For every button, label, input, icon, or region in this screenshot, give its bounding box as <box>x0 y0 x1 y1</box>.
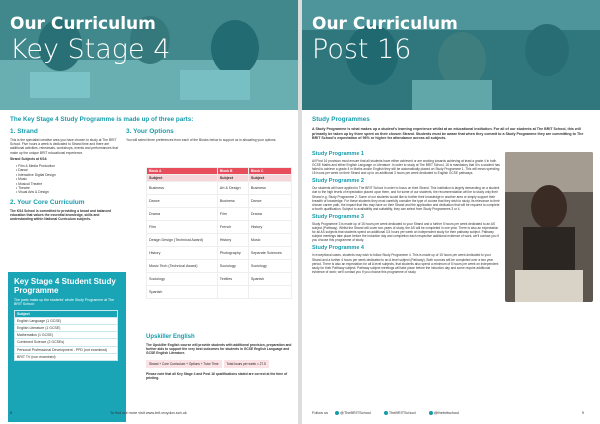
list-item: • Musical Theatre <box>16 182 122 186</box>
social-handle: TheBRITSchool <box>388 411 416 415</box>
table-cell: Sociology <box>217 260 248 273</box>
subject-header: Subject <box>217 175 248 182</box>
table-cell: History <box>217 234 248 247</box>
block-a-header: Block A <box>147 168 218 175</box>
twitter-icon <box>335 411 339 415</box>
table-cell: French <box>217 221 248 234</box>
upskiller-heading: Upskiller English <box>146 334 195 340</box>
options-section <box>126 128 290 142</box>
core-subject-table <box>14 310 118 361</box>
strand-body: This is the specialist creative area you have chosen to study at The BRIT School. Five hours a week is dedicated to Strand time and there are additional activities, rehearsals, workshops, events and performances that make up the unique BRIT educational experience. <box>10 138 118 155</box>
table-cell: Drama <box>147 208 218 221</box>
table-cell: History <box>147 247 218 260</box>
facebook-link[interactable] <box>384 411 422 415</box>
table-row <box>147 221 292 234</box>
list-item: • Music <box>16 177 122 181</box>
core-heading: 2. Your Core Curriculum <box>10 198 85 206</box>
strand-list-title: Strand Subjects at KS4: <box>10 156 48 161</box>
hero-title-line1: Our Curriculum <box>10 14 156 34</box>
table-cell: Business <box>248 182 291 195</box>
table-cell <box>248 286 291 299</box>
programme-4-heading: Study Programme 4 <box>312 245 364 252</box>
table-cell: Drama <box>248 208 291 221</box>
table-cell: Music <box>248 234 291 247</box>
table-row <box>147 260 292 273</box>
table-cell: Design Design (Technical Award) <box>147 234 218 247</box>
table-cell: Textiles <box>217 273 248 286</box>
print-note: Please note that all Key Stage 4 and Post 16 qualifications stated are correct at the time of printing. <box>146 371 288 380</box>
hero-image-right <box>302 0 600 110</box>
ks4-box-sub: The parts make up the students' whole Study Programme at The BRIT School: <box>14 298 115 307</box>
options-body: You will select three preferences from each of the Blocks below to support us in allocating your options. <box>126 138 277 142</box>
hero-title-line2: Post 16 <box>312 34 412 65</box>
left-page <box>0 0 298 424</box>
table-row <box>147 247 292 260</box>
table-cell: Art & Design <box>217 182 248 195</box>
table-row: English Language (1 GCSE) <box>15 317 118 324</box>
list-item: • Dance <box>16 168 122 172</box>
options-heading: 3. Your Options <box>126 128 174 135</box>
table-header: Subject <box>15 310 118 317</box>
table-cell: Music Tech (Technical Award) <box>147 260 218 273</box>
subject-header: Subject <box>248 175 291 182</box>
table-cell: Photography <box>217 247 248 260</box>
table-cell: Dance <box>248 195 291 208</box>
programme-3-heading: Study Programme 3 <box>312 213 364 220</box>
programme-1-heading: Study Programme 1 <box>312 151 364 157</box>
social-handle: @thebritschool <box>433 411 460 415</box>
block-b-header: Block B <box>217 168 248 175</box>
student-drawing-photo <box>505 152 593 302</box>
hero-title-line2: Key Stage 4 <box>10 34 171 65</box>
table-cell: Film <box>217 208 248 221</box>
table-row <box>147 208 292 221</box>
table-row <box>147 273 292 286</box>
programme-2-heading: Study Programme 2 <box>312 178 364 185</box>
programme-2-body: Our students will have applied to The BRIT School in order to focus on their Strand. This institution is largely demanding on a student due to the high levels of expectation placed upon them, and for some of our students, the recommendation will be to study only their Strand e.g. Study Programme 2. Some of our students would like to further their knowledge in another area or simply support their breadth of knowledge. For these students they must carefully consider the type of course that they wish to study, its relevance to their chosen career path, the impact that this may have on their Strand and the application and dedication that will be required to complete a fourth qualification. Subject to availability and suitability, they can select from Study Programmes 3 or 4. <box>312 186 500 211</box>
table-row: BRIT TV (non examined) <box>15 353 118 360</box>
upskiller-body: The Upskiller English course will provide students with additional provision, preparation and further aids to support the very best outcomes for students in GCSE English Language and GCSE English Literature. <box>146 343 292 356</box>
upskiller-section <box>146 334 292 380</box>
instagram-link[interactable] <box>429 411 465 415</box>
table-row: Combined Science (2 GCSEs) <box>15 339 118 346</box>
table-cell: Spanish <box>248 273 291 286</box>
table-row <box>147 182 292 195</box>
table-cell: Sociology <box>248 260 291 273</box>
programmes-column <box>312 148 500 274</box>
list-item: • Visual Arts & Design <box>16 190 122 194</box>
programme-1-body: All Post 16 provision must ensure that all students have either achieved or are working towards achieving at least a grade 4 in both GCSE Maths and either English Language or Literature. In order to study at The BRIT School, 16 is mandatory that it is a student has failed to achieve a grade 4 in Maths and/or English they will be automatically placed on Study Programme 1. This will mean spending 15 hours per week on their Strand and up to an additional 3 hours per week dedicated to English GCSE pathways. <box>312 159 500 176</box>
block-c-header: Block C <box>248 168 291 175</box>
right-page <box>302 0 600 424</box>
strand-list <box>16 164 122 195</box>
table-row <box>147 286 292 299</box>
footer-right <box>312 411 592 415</box>
ks4-box-heading: Key Stage 4 Student Study Programme <box>14 277 116 295</box>
programme-3-body: Study Programme 3 is made up of 15 hours per week dedicated to your Strand and a further 5 hours per week dedicated to an AS subject (Pathway). Whilst the Strand will cover two years of study, the AS will be completed in one year. There is also an expectation for all AS subjects that students spend an additional 3.5 hours per week on independent study for their pathway subject. Pathway subject meetings take place before the induction day and completion each respective additional evidence of work, we'll contact you if you choose this programme of study. <box>312 221 499 243</box>
table-row <box>147 195 292 208</box>
instagram-icon <box>429 411 433 415</box>
list-item: • Theatre <box>16 186 122 190</box>
core-body: The KS4 School is committed to providing a broad and balanced education that values the essential knowledge, skills and understanding within National Curriculum subjects. <box>10 208 112 222</box>
facebook-icon <box>384 411 388 415</box>
strand-heading: 1. Strand <box>10 128 38 135</box>
table-cell: Business <box>147 182 218 195</box>
hours-calculation <box>146 360 292 368</box>
twitter-link[interactable] <box>335 411 377 415</box>
table-cell: Dance <box>147 195 218 208</box>
table-cell <box>217 286 248 299</box>
table-cell: Sociology <box>147 273 218 286</box>
table-cell: Separate Sciences <box>248 247 291 260</box>
table-row: Personal Professional Development - PPD (not examined) <box>15 346 118 353</box>
website-link[interactable]: To find out more visit www.brit.croydon.sch.uk <box>110 411 187 415</box>
table-cell: Film <box>147 221 218 234</box>
table-cell: History <box>248 221 291 234</box>
follow-label: Follow us <box>312 411 329 415</box>
programme-4-body: In exceptional cases, students may wish to follow Study Programme 4. This is made up of 15 hours per week dedicated to your Strand and a further 4 hours per week dedicated to an A level subject (Pathway). Both courses will be completed over a two year period. There is also an expectation for all A level subjects, that students also spend a minimum of 5 hours per week on independent study for their Pathway subject. Pathway subject meetings will take place before the induction day and some require additional evidence of work; we'll contact you if you choose this programme of study. <box>312 253 499 274</box>
list-item: • Interactive Digital Design <box>16 173 122 177</box>
intro-heading: The Key Stage 4 Study Programme is made up of three parts: <box>10 116 194 123</box>
table-row <box>147 234 292 247</box>
table-row: Mathematics (1 GCSE) <box>15 332 118 339</box>
study-programmes-heading: Study Programmes <box>312 116 370 123</box>
calc-total: Total hours per week = 27.5 <box>224 360 269 368</box>
table-cell: Spanish <box>147 286 218 299</box>
ks4-programme-box <box>8 272 126 422</box>
page-number: 9 <box>581 411 584 415</box>
page-number: 8 <box>10 411 13 415</box>
table-cell: Business <box>217 195 248 208</box>
study-programmes-intro: A Study Programme is what makes up a student's learning experience whilst at an educational institution. For all of our students at The BRIT School, this will primarily be taken up by three spent on their chosen Strand. Students must be aware that when they commit to a Study Programme they are committing to The BRIT School's expectation of 96% or higher for attendance across all subjects. <box>312 127 584 140</box>
hero-image-left <box>0 0 298 110</box>
table-row: English Literature (1 GCSE) <box>15 325 118 332</box>
options-blocks-table <box>146 167 292 299</box>
list-item: • Film & Media Production <box>16 164 122 168</box>
strand-section <box>10 128 122 221</box>
hero-title-line1: Our Curriculum <box>312 14 458 34</box>
subject-header: Subject <box>147 175 218 182</box>
calc-formula: Strand + Core Curriculum + Options + Tutor Time <box>146 360 222 368</box>
social-handle: @TheBRITSchool <box>340 411 371 415</box>
